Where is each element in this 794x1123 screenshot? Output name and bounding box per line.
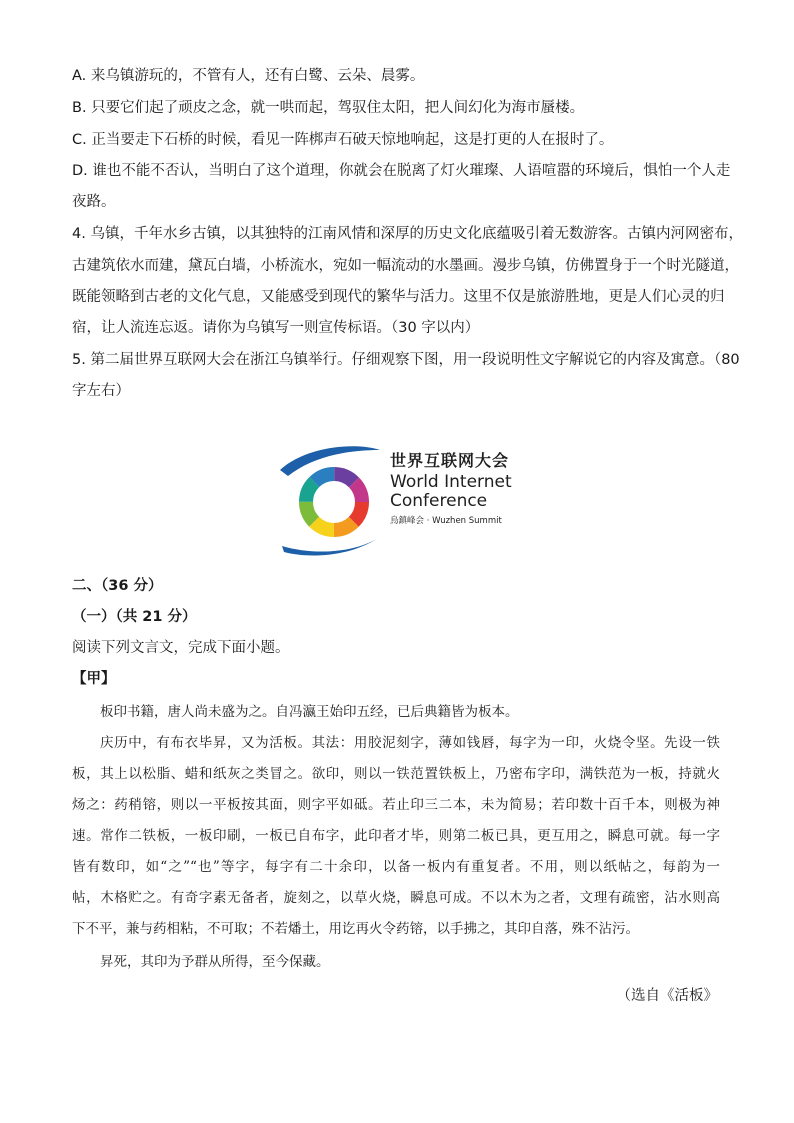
passage-paragraph-3: 昇死，其印为予群从所得，至今保藏。 — [100, 954, 330, 970]
section-subheading: （一）（共 21 分） — [72, 609, 197, 625]
passage-paragraph-2-line-4: 速。常作二铁板，一板印刷，一板已自布字，此印者才毕，则第二板已具，更互用之，瞬息可就。每一字 — [72, 828, 720, 844]
passage-paragraph-2-line-6: 帖，木格贮之。有奇字素无备者，旋刻之，以草火烧，瞬息可成。不以木为之者，文理有疏密，沾水则高 — [72, 890, 720, 906]
wic-logo — [276, 440, 526, 562]
passage-paragraph-2-line-7: 下不平，兼与药相粘，不可取；不若燔土，用讫再火令药镕，以手拂之，其印自落，殊不沾污。 — [72, 921, 639, 937]
logo-title-chinese: 世界互联网大会 — [390, 451, 510, 470]
question-4-line-3: 既能领略到古老的文化气息，又能感受到现代的繁华与活力。这里不仅是旅游胜地，更是人们心灵的归 — [72, 289, 725, 305]
option-d-line-2: 夜路。 — [72, 194, 116, 210]
option-d-line-1: D. 谁也不能不否认，当明白了这个道理，你就会在脱离了灯火璀璨、人语喧嚣的环境后，惧怕一个人走 — [72, 163, 731, 179]
logo-swoosh-bottom — [282, 538, 378, 555]
passage-label: 【甲】 — [72, 671, 116, 687]
question-5-line-2: 字左右） — [72, 383, 130, 399]
option-a: A. 来乌镇游玩的，不管有人，还有白鹭、云朵、晨雾。 — [72, 68, 425, 84]
passage-paragraph-1: 板印书籍，唐人尚未盛为之。自冯瀛王始印五经，已后典籍皆为板本。 — [100, 704, 519, 720]
question-4-line-2: 古建筑依水而建，黛瓦白墙，小桥流水，宛如一幅流动的水墨画。漫步乌镇，仿佛置身于一个时光隧道， — [72, 258, 739, 274]
passage-source: （选自《活板》 — [616, 988, 718, 1004]
logo-title-english-2: Conference — [390, 491, 488, 511]
logo-ring — [306, 474, 362, 530]
question-4-line-1: 4. 乌镇，千年水乡古镇，以其独特的江南风情和深厚的历史文化底蕴吸引着无数游客。古镇内河网密布， — [72, 226, 743, 242]
question-4-line-4: 宿，让人流连忘返。请你为乌镇写一则宣传标语。（30 字以内） — [72, 320, 480, 336]
logo-subtitle: 烏鎮峰会 · Wuzhen Summit — [390, 516, 502, 526]
question-5-line-1: 5. 第二届世界互联网大会在浙江乌镇举行。仔细观察下图，用一段说明性文字解说它的内容及寓意。（80 — [72, 352, 740, 368]
section-heading: 二、（36 分） — [72, 578, 163, 594]
wic-emblem — [276, 440, 386, 562]
passage-paragraph-2-line-5: 皆有数印，如“之”“也”等字，每字有二十余印，以备一板内有重复者。不用，则以纸帖之，每韵为一 — [72, 859, 720, 875]
section-instruction: 阅读下列文言文，完成下面小题。 — [72, 640, 290, 656]
option-c: C. 正当要走下石桥的时候，看见一阵梆声石破天惊地响起，这是打更的人在报时了。 — [72, 132, 614, 148]
logo-title-english-1: World Internet — [390, 472, 512, 492]
passage-paragraph-2-line-2: 板，其上以松脂、蜡和纸灰之类冒之。欲印，则以一铁范置铁板上，乃密布字印，满铁范为一板，持就火 — [72, 766, 720, 782]
option-b: B. 只要它们起了顽皮之念，就一哄而起，驾驭住太阳，把人间幻化为海市蜃楼。 — [72, 100, 585, 116]
passage-paragraph-2-line-3: 炀之：药稍镕，则以一平板按其面，则字平如砥。若止印三二本，未为简易；若印数十百千本，则极为神 — [72, 797, 720, 813]
passage-paragraph-2-line-1: 庆历中，有布衣毕昇，又为活板。其法：用胶泥刻字，薄如钱唇，每字为一印，火烧令坚。先设一铁 — [100, 735, 720, 751]
